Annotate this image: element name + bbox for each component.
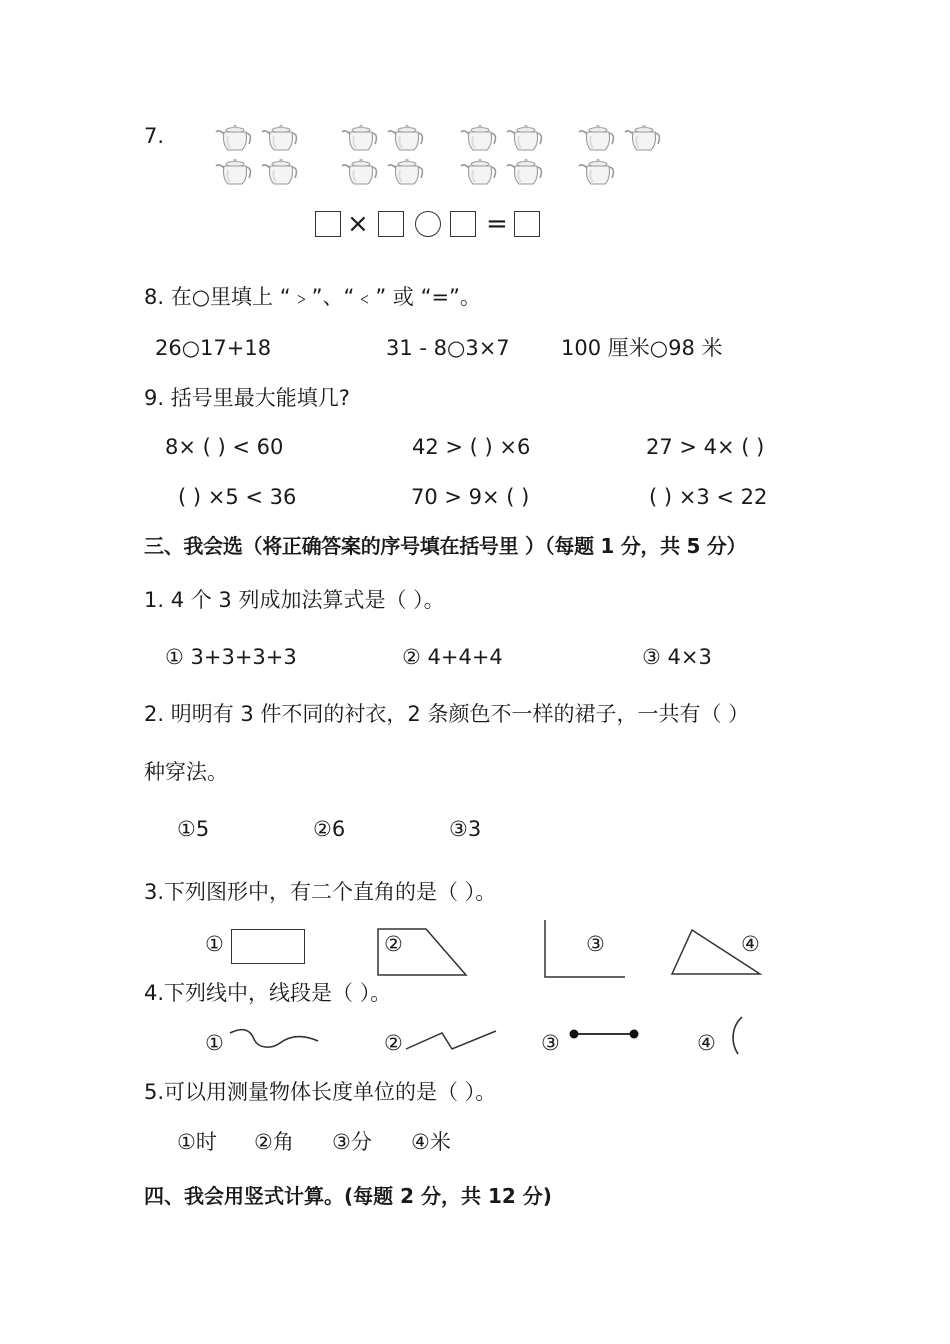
teapot-icon (388, 159, 422, 184)
curve-line (228, 1025, 328, 1055)
teapot-icon (579, 125, 613, 150)
s3-q2-option-1: ①5 (177, 817, 210, 841)
q9-r2-item-2: 70 > 9× ( ) (411, 485, 530, 509)
s3-q2-prompt: 2. 明明有 3 件不同的衬衣，2 条颜色不一样的裙子，一共有（ ） (144, 702, 750, 726)
section4-heading: 四、我会用竖式计算。(每题 2 分，共 12 分) (144, 1184, 552, 1208)
s3-q3-label-3: ③ (586, 932, 605, 956)
s3-q4-label-3: ③ (541, 1031, 560, 1055)
teapot-icon (579, 159, 613, 184)
s3-q1-option-1: ① 3+3+3+3 (165, 645, 297, 669)
s3-q5-option-3: ③分 (332, 1130, 372, 1154)
s3-q5-option-2: ②角 (254, 1130, 294, 1154)
s3-q5-option-4: ④米 (411, 1130, 451, 1154)
teapot-icon (216, 125, 250, 150)
teapot-icon (461, 159, 495, 184)
s3-q4-label-1: ① (205, 1031, 224, 1055)
q9-r1-item-2: 42 > ( ) ×6 (412, 435, 531, 459)
teapot-icon (342, 125, 376, 150)
teapot-icon (262, 159, 296, 184)
teapot-icon (625, 125, 659, 150)
s3-q4-prompt: 4.下列线中，线段是（ ）。 (144, 981, 392, 1005)
arc-line (728, 1014, 748, 1059)
s3-q4-label-4: ④ (697, 1031, 716, 1055)
q8-prompt: 8. 在○里填上 “﹥”、“﹤” 或 “=”。 (144, 285, 481, 309)
answer-circle[interactable] (415, 211, 441, 237)
q9-r1-item-3: 27 > 4× ( ) (646, 435, 765, 459)
s3-q2-option-3: ③3 (449, 817, 482, 841)
teapot-icon (216, 159, 250, 184)
s3-q3-label-4: ④ (741, 932, 760, 956)
answer-box-4[interactable] (514, 211, 540, 237)
s3-q2-prompt-cont: 种穿法。 (144, 760, 228, 784)
s3-q3-prompt: 3.下列图形中，有二个直角的是（ ）。 (144, 880, 497, 904)
q8-item-1: 26○17+18 (155, 336, 272, 360)
rectangle-shape (231, 929, 305, 964)
teapot-icon (461, 125, 495, 150)
answer-box-2[interactable] (378, 211, 404, 237)
s3-q4-label-2: ② (384, 1031, 403, 1055)
q9-r2-item-1: ( ) ×5 < 36 (178, 485, 297, 509)
q8-item-3: 100 厘米○98 米 (561, 336, 723, 360)
q9-prompt: 9. 括号里最大能填几? (144, 386, 350, 410)
teapot-icon (342, 159, 376, 184)
teapot-icon (388, 125, 422, 150)
s3-q1-option-2: ② 4+4+4 (402, 645, 503, 669)
line-segment (568, 1024, 648, 1044)
section3-heading: 三、我会选（将正确答案的序号填在括号里 ）（每题 1 分，共 5 分） (144, 534, 747, 558)
teapot-groups (0, 0, 950, 200)
s3-q3-label-2: ② (384, 932, 403, 956)
broken-line (404, 1027, 504, 1057)
q8-item-2: 31 - 8○3×7 (386, 336, 510, 360)
times-sign: × (347, 209, 369, 239)
answer-box-3[interactable] (450, 211, 476, 237)
s3-q5-option-1: ①时 (177, 1130, 217, 1154)
s3-q2-option-2: ②6 (313, 817, 346, 841)
q7-number: 7. (144, 124, 165, 148)
equals-sign: = (486, 209, 508, 239)
teapot-icon (507, 125, 541, 150)
answer-box-1[interactable] (315, 211, 341, 237)
s3-q3-label-1: ① (205, 932, 224, 956)
s3-q1-option-3: ③ 4×3 (642, 645, 712, 669)
q9-r2-item-3: ( ) ×3 < 22 (649, 485, 768, 509)
teapot-icon (507, 159, 541, 184)
s3-q5-prompt: 5.可以用测量物体长度单位的是（ ）。 (144, 1080, 497, 1104)
s3-q1-prompt: 1. 4 个 3 列成加法算式是（ ）。 (144, 588, 445, 612)
q9-r1-item-1: 8× ( ) < 60 (165, 435, 284, 459)
teapot-icon (262, 125, 296, 150)
